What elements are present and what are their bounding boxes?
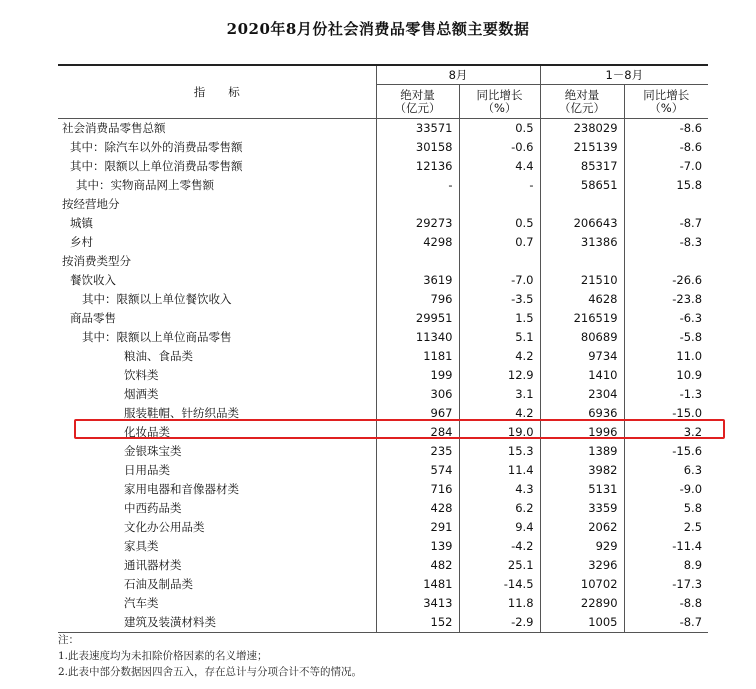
row-label: 商品零售 [70,311,116,325]
yoy-ytd-cell: -17.3 [624,575,708,594]
abs-month-cell: 716 [376,480,459,499]
table-body [58,119,708,633]
table-row [58,575,708,594]
yoy-month-cell [459,195,540,214]
page-title: 2020年8月份社会消费品零售总额主要数据 [226,20,530,38]
row-label: 服装鞋帽、针纺织品类 [124,406,239,420]
yoy-ytd-cell: -23.8 [624,290,708,309]
table-row [58,518,708,537]
table-row [58,328,708,347]
yoy-month-cell: -14.5 [459,575,540,594]
yoy-ytd-cell [624,252,708,271]
table-row [58,347,708,366]
highlight-box [74,419,725,439]
abs-month-cell: 796 [376,290,459,309]
abs-ytd-cell: 215139 [540,138,624,157]
header-abs-ytd: 绝对量 （亿元） [540,85,624,119]
table-row [58,556,708,575]
abs-month-cell: 199 [376,366,459,385]
yoy-ytd-cell [624,195,708,214]
yoy-ytd-cell: 6.3 [624,461,708,480]
abs-month-cell: 12136 [376,157,459,176]
yoy-month-cell: 5.1 [459,328,540,347]
abs-month-cell [376,195,459,214]
yoy-ytd-cell: -8.7 [624,214,708,233]
abs-month-cell: 3413 [376,594,459,613]
header-yoy-month: 同比增长 （%） [459,85,540,119]
yoy-month-cell: 4.4 [459,157,540,176]
table-row [58,461,708,480]
yoy-month-cell: -2.9 [459,613,540,633]
yoy-month-cell: 1.5 [459,309,540,328]
header-period-month: 8月 [376,65,540,85]
table-row [58,499,708,518]
abs-month-cell: 30158 [376,138,459,157]
abs-ytd-cell: 216519 [540,309,624,328]
abs-month-cell: 284 [376,423,459,442]
row-label: 按经营地分 [62,197,120,211]
row-label: 其中：实物商品网上零售额 [76,178,214,192]
note-heading: 注： [58,634,79,646]
yoy-ytd-cell: 2.5 [624,518,708,537]
header-indicator: 指 标 [58,65,376,119]
row-label: 建筑及装潢材料类 [58,613,376,633]
table-row [58,385,708,404]
yoy-ytd-cell: -11.4 [624,537,708,556]
abs-month-cell: 4298 [376,233,459,252]
abs-ytd-cell: 58651 [540,176,624,195]
abs-ytd-cell: 929 [540,537,624,556]
abs-month-cell: 235 [376,442,459,461]
table-row [58,233,708,252]
abs-ytd-cell: 80689 [540,328,624,347]
abs-ytd-cell: 3982 [540,461,624,480]
yoy-month-cell: 11.4 [459,461,540,480]
yoy-month-cell: 4.2 [459,404,540,423]
notes [58,632,362,680]
abs-month-cell [376,252,459,271]
table-row [58,214,708,233]
table-row [58,537,708,556]
abs-ytd-cell: 2062 [540,518,624,537]
row-label: 乡村 [70,235,93,249]
header-period-ytd: 1－8月 [540,65,708,85]
yoy-month-cell: -4.2 [459,537,540,556]
abs-ytd-cell: 238029 [540,119,624,139]
table-row [58,119,708,139]
abs-month-cell: 33571 [376,119,459,139]
abs-ytd-cell: 3296 [540,556,624,575]
abs-month-cell: - [376,176,459,195]
row-label: 中西药品类 [124,501,182,515]
yoy-ytd-cell: 5.8 [624,499,708,518]
row-label: 化妆品类 [124,425,170,439]
yoy-month-cell: 15.3 [459,442,540,461]
row-label: 通讯器材类 [124,558,182,572]
abs-month-cell: 967 [376,404,459,423]
abs-ytd-cell: 3359 [540,499,624,518]
abs-month-cell: 29273 [376,214,459,233]
yoy-ytd-cell: -9.0 [624,480,708,499]
yoy-month-cell: 19.0 [459,423,540,442]
abs-month-cell: 139 [376,537,459,556]
abs-ytd-cell: 1410 [540,366,624,385]
row-label: 其中：限额以上单位商品零售 [82,330,232,344]
table-row [58,613,708,633]
yoy-ytd-cell: -8.3 [624,233,708,252]
yoy-ytd-cell: -8.6 [624,119,708,139]
yoy-ytd-cell: -15.0 [624,404,708,423]
abs-ytd-cell: 2304 [540,385,624,404]
abs-ytd-cell: 1996 [540,423,624,442]
header-yoy-ytd: 同比增长 （%） [624,85,708,119]
row-label: 家用电器和音像器材类 [124,482,239,496]
abs-month-cell: 3619 [376,271,459,290]
yoy-month-cell: 4.2 [459,347,540,366]
row-label: 饮料类 [124,368,159,382]
yoy-month-cell: 0.5 [459,119,540,139]
yoy-ytd-cell: -8.6 [624,138,708,157]
abs-month-cell: 1481 [376,575,459,594]
abs-month-cell: 482 [376,556,459,575]
row-label: 汽车类 [124,596,159,610]
abs-ytd-cell: 22890 [540,594,624,613]
note-2: 2.此表中部分数据因四舍五入，存在总计与分项合计不等的情况。 [58,666,363,678]
data-table [58,64,708,633]
yoy-month-cell: -0.6 [459,138,540,157]
row-label: 日用品类 [124,463,170,477]
table-row [58,157,708,176]
row-label: 社会消费品零售总额 [62,121,166,135]
yoy-month-cell: -7.0 [459,271,540,290]
yoy-ytd-cell: -7.0 [624,157,708,176]
row-label: 石油及制品类 [124,577,193,591]
yoy-month-cell: 25.1 [459,556,540,575]
row-label: 餐饮收入 [70,273,116,287]
yoy-month-cell: 0.7 [459,233,540,252]
table-row [58,594,708,613]
note-1: 1.此表速度均为未扣除价格因素的名义增速； [58,650,268,662]
yoy-month-cell: 3.1 [459,385,540,404]
row-label: 烟酒类 [124,387,159,401]
row-label: 其中：限额以上单位餐饮收入 [82,292,232,306]
abs-ytd-cell [540,252,624,271]
row-label: 其中：除汽车以外的消费品零售额 [70,140,243,154]
abs-month-cell: 291 [376,518,459,537]
yoy-month-cell: 0.5 [459,214,540,233]
yoy-ytd-cell: -6.3 [624,309,708,328]
abs-month-cell: 306 [376,385,459,404]
abs-month-cell: 1181 [376,347,459,366]
yoy-ytd-cell: 8.9 [624,556,708,575]
row-label: 金银珠宝类 [124,444,182,458]
table-row [58,290,708,309]
row-label: 按消费类型分 [62,254,131,268]
yoy-month-cell [459,252,540,271]
table-row [58,309,708,328]
yoy-ytd-cell: 15.8 [624,176,708,195]
abs-ytd-cell: 1389 [540,442,624,461]
yoy-ytd-cell: -5.8 [624,328,708,347]
table-header [58,65,708,119]
yoy-month-cell: 6.2 [459,499,540,518]
abs-ytd-cell: 21510 [540,271,624,290]
abs-month-cell: 29951 [376,309,459,328]
row-label: 城镇 [70,216,93,230]
table-row [58,176,708,195]
yoy-ytd-cell: 10.9 [624,366,708,385]
yoy-ytd-cell: -26.6 [624,271,708,290]
yoy-ytd-cell: 11.0 [624,347,708,366]
abs-ytd-cell: 85317 [540,157,624,176]
table-row [58,480,708,499]
table-row [58,138,708,157]
abs-month-cell: 428 [376,499,459,518]
yoy-ytd-cell: -8.8 [624,594,708,613]
yoy-month-cell: 4.3 [459,480,540,499]
table-row [58,271,708,290]
abs-month-cell: 152 [376,613,459,633]
abs-month-cell: 11340 [376,328,459,347]
yoy-month-cell: 12.9 [459,366,540,385]
abs-ytd-cell: 10702 [540,575,624,594]
yoy-month-cell: -3.5 [459,290,540,309]
yoy-month-cell: 11.8 [459,594,540,613]
abs-ytd-cell: 6936 [540,404,624,423]
abs-ytd-cell: 5131 [540,480,624,499]
yoy-month-cell: - [459,176,540,195]
abs-ytd-cell: 31386 [540,233,624,252]
table-row [58,252,708,271]
table-row [58,195,708,214]
yoy-ytd-cell: 3.2 [624,423,708,442]
abs-ytd-cell: 1005 [540,613,624,633]
table-row [58,442,708,461]
yoy-month-cell: 9.4 [459,518,540,537]
table-row [58,366,708,385]
abs-ytd-cell: 206643 [540,214,624,233]
yoy-ytd-cell: -1.3 [624,385,708,404]
abs-ytd-cell: 9734 [540,347,624,366]
yoy-ytd-cell: -15.6 [624,442,708,461]
header-abs-month: 绝对量 （亿元） [376,85,459,119]
yoy-ytd-cell: -8.7 [624,613,708,633]
row-label: 其中：限额以上单位消费品零售额 [70,159,243,173]
row-label: 家具类 [124,539,159,553]
abs-ytd-cell: 4628 [540,290,624,309]
row-label: 文化办公用品类 [124,520,205,534]
abs-ytd-cell [540,195,624,214]
abs-month-cell: 574 [376,461,459,480]
row-label: 粮油、食品类 [124,349,193,363]
